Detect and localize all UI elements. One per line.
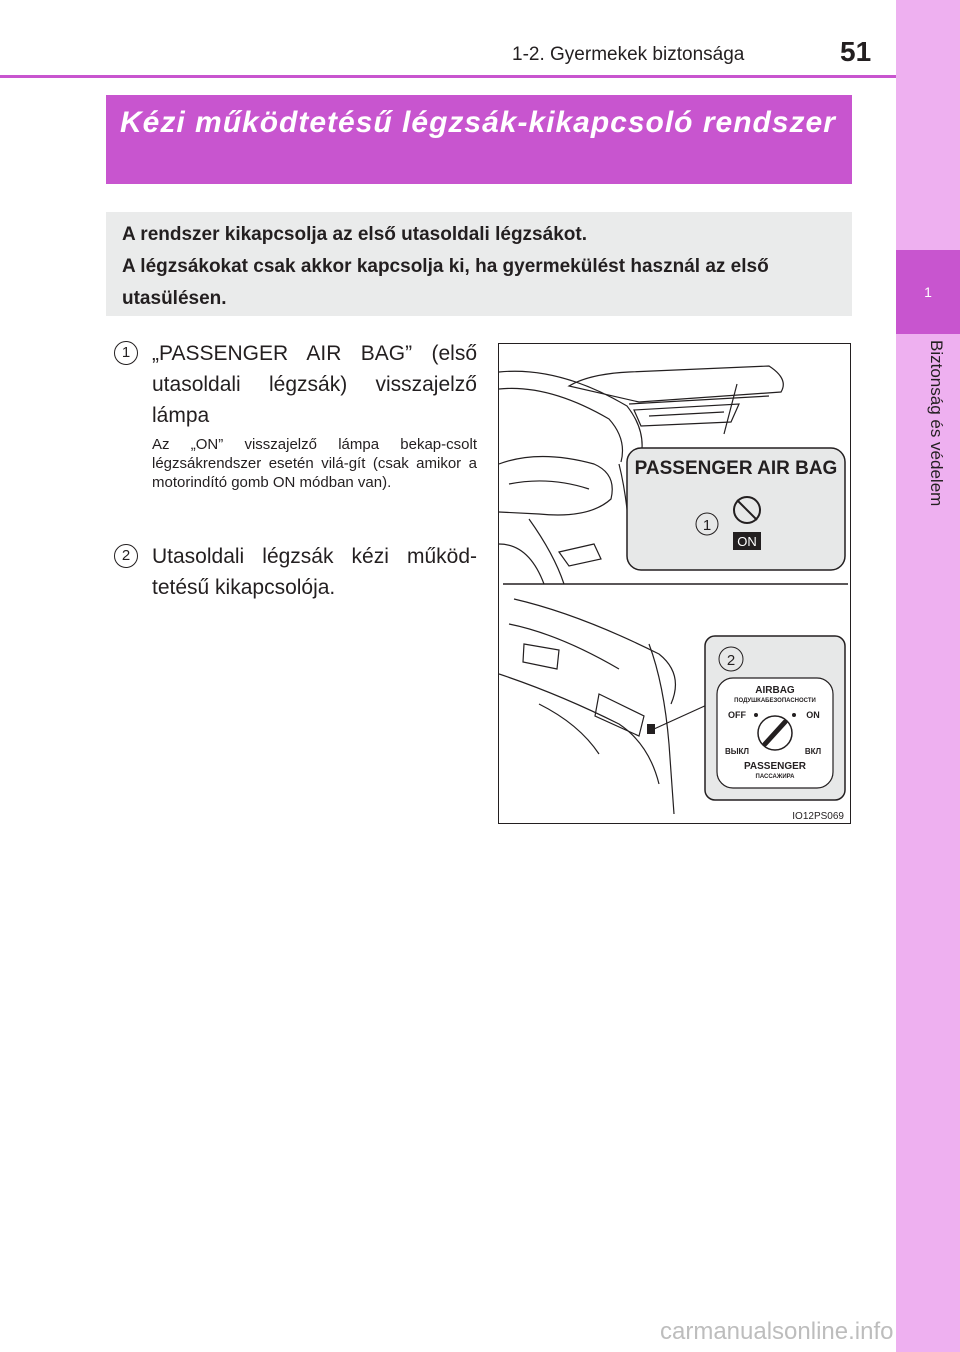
- section-title-box: [106, 95, 852, 184]
- switch-top-label: AIRBAG: [755, 685, 795, 696]
- switch-bottom-label: PASSENGER: [743, 761, 807, 772]
- switch-off-label: OFF: [728, 710, 746, 720]
- chapter-tab[interactable]: [896, 250, 960, 334]
- header-rule: [0, 75, 896, 78]
- intro-box: [106, 212, 852, 316]
- switch-off-label-ru: ВЫКЛ: [724, 747, 750, 756]
- figure-code: IO12PS069: [792, 811, 844, 822]
- steering-spoke: [499, 457, 612, 516]
- item-number-1: 1: [114, 341, 138, 365]
- switch-on-label-ru: ВКЛ: [804, 747, 822, 756]
- intro-line-2: A légzsákokat csak akkor kapcsolja ki, ha gyermekülést használ az első utasülésen.: [122, 256, 769, 309]
- indicator-text: PASSENGER AIR BAG: [634, 458, 838, 479]
- dashboard-figure: [498, 343, 851, 824]
- intro-text: [122, 219, 842, 315]
- sidebar: [896, 0, 960, 1352]
- item-number-2: 2: [114, 544, 138, 568]
- intro-line-1: A rendszer kikapcsolja az első utasoldali légzsákot.: [122, 224, 587, 245]
- chapter-title: 1-2. Gyermekek biztonsága: [512, 44, 745, 65]
- air-vent: [634, 404, 739, 426]
- lower-vent: [523, 644, 559, 669]
- item-1-description: Az „ON” visszajelző lámpa bekap-csolt légzsákrendszer esetén vilá-gít (csak amikor a motorindító gomb ON módban van).: [152, 436, 477, 491]
- switch-top-label-ru: ПОДУШКАБЕЗОПАСНОСТИ: [734, 698, 816, 704]
- indicator-callout-number: 1: [702, 517, 712, 534]
- glove-box-handle: [595, 694, 644, 736]
- switch-location-marker: [647, 724, 655, 734]
- item-2-title: Utasoldali légzsák kézi működ-tetésű kikapcsolója.: [152, 545, 477, 599]
- item-1-title: „PASSENGER AIR BAG” (első utasoldali légzsák) visszajelző lámpa: [152, 342, 477, 427]
- indicator-leader-line: [724, 384, 737, 434]
- chapter-tab-number: 1: [924, 284, 932, 300]
- switch-callout-number: 2: [726, 652, 736, 669]
- page-number: 51: [840, 36, 872, 67]
- section-label: Biztonság és védelem: [927, 340, 946, 507]
- switch-on-label: ON: [806, 710, 820, 720]
- switch-leader-line: [654, 704, 709, 729]
- dashboard-illustration: [499, 344, 851, 824]
- watermark: carmanualsonline.info: [660, 1318, 894, 1345]
- on-badge-text: ON: [737, 534, 757, 549]
- section-title: Kézi működtetésű légzsák-kikapcsoló rendszer: [120, 106, 836, 139]
- switch-bottom-label-ru: ПАССАЖИРА: [755, 774, 795, 780]
